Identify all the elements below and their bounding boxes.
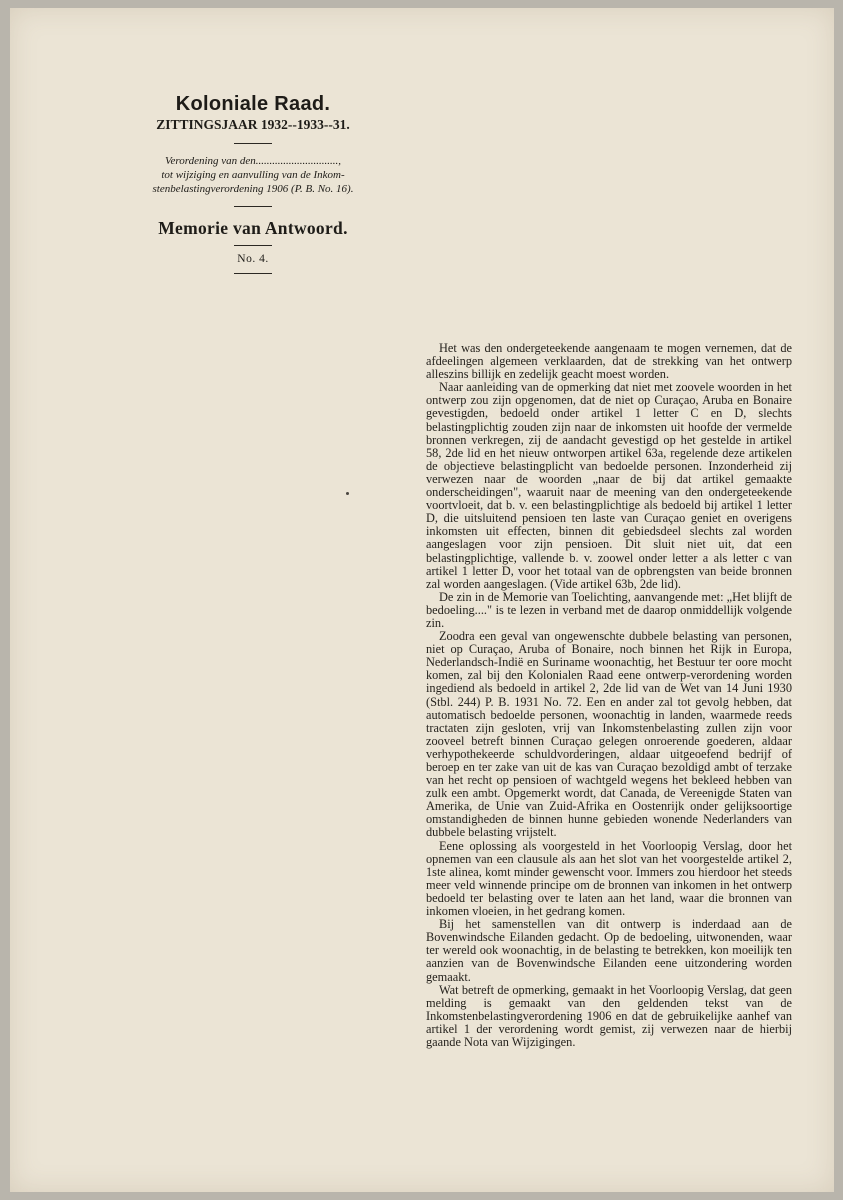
bleed-through-text	[438, 96, 778, 326]
body-paragraph: Zoodra een geval van ongewenschte dubbele belasting van personen, niet op Curaçao, Aruba of Bonaire, noch binnen het Rijk in Europa, Nederlandsch-Indië en Suriname woonachtig, het Bestuur ter oore mocht komen, zal bij den Kolonialen Raad eene ontwerp-verordening worden ingediend als bedoeld in artikel 2, 2de lid van de Wet van 14 Juni 1930 (Stbl. 244) P. B. 1931 No. 72. Een en ander zal tot gevolg hebben, dat automatisch bedoelde personen, woonachtig in landen, waarmede reeds tractaten zijn gesloten, vrij van Inkomstenbelasting zullen zijn voor zooveel betreft binnen Curaçao gelegen onroerende goederen, aldaar verhypothekeerde schuldvorderingen, aldaar uitgeoefend bedrijf of beroep en ter zake van uit de kas van Curaçao bezoldigd ambt of terzake van het recht op pensioen of wachtgeld wegens het bekleed hebben van zulk een ambt. Opgemerkt wordt, dat Canada, de Vereenigde Staten van Amerika, de Unie van Zuid-Afrika en Oostenrijk onder gelijksoortige omstandigheden de binnen hunne gebieden wonende Nederlanders van dubbele belasting vrijstelt.	[426, 629, 792, 840]
body-paragraph: De zin in de Memorie van Toelichting, aanvangende met: „Het blijft de bedoeling...." is te lezen in verband met de daarop onmiddellijk volgende zin.	[426, 589, 792, 630]
divider	[234, 273, 272, 274]
body-paragraph: Eene oplossing als voorgesteld in het Voorloopig Verslag, door het opnemen van een clausule als aan het slot van het voorgestelde artikel 2, 1ste alinea, komt minder gewenscht voor. Immers zou hierdoor het steeds meer veld winnende principe om de bronnen van inkomen in het ontwerp bedoeld ter belasting over te laten aan het land, waar die bronnen van inkomen vloeien, in het gedrang komen.	[426, 838, 792, 919]
divider	[234, 206, 272, 207]
regulation-description	[128, 154, 378, 196]
body-paragraph: Naar aanleiding van de opmerking dat niet met zoovele woorden in het ontwerp zou zijn opgenomen, dat de niet op Curaçao, Aruba en Bonaire gevestigden, bedoeld onder artikel 1 letter C en D, slechts belastingplichtig zouden zijn naar de inkomsten uit hoofde der vermelde bronnen verkregen, zij de aandacht gevestigd op het gestelde in artikel 58, 2de lid en het nieuw ontworpen artikel 63a, regelende deze artikelen de objectieve belastingplicht van bedoelde personen. Inzonderheid zij verwezen naar de woorden „naar de bij dat artikel gemaakte onderscheidingen", waaruit naar de meening van den ondergeteekende voortvloeit, dat b. v. een belastingplichtige als bedoeld bij artikel 1 letter D, die uitsluitend pensioen ten laste van Curaçao geniet en overigens inkomsten uit effecten, binnen dit gebiedsdeel slechts zal worden aangeslagen voor zijn pensioen. Dit sluit niet uit, dat een belastingplichtige, vallende b. v. zoowel onder letter a als letter c van artikel 1 letter D, voor het totaal van de opbrengsten van beide bronnen zal worden aangeslagen. (Vide artikel 63b, 2de lid).	[426, 380, 792, 591]
body-paragraph: Wat betreft de opmerking, gemaakt in het Voorloopig Verslag, dat geen melding is gemaakt van den geldenden tekst van de Inkomstenbelastingverordening 1906 en dat de gebruikelijke aanhef van artikel 1 der verordening wordt gemist, zij verwezen naar de hierbij gaande Nota van Wijzigingen.	[426, 982, 792, 1049]
memorandum-body	[426, 342, 792, 1049]
document-page	[10, 8, 834, 1192]
council-title: Koloniale Raad.	[175, 93, 331, 115]
document-title: Memorie van Antwoord.	[158, 218, 348, 238]
regulation-line: tot wijziging en aanvulling van de Inkom-	[161, 169, 345, 181]
document-header	[128, 92, 378, 274]
divider	[234, 143, 272, 144]
divider	[234, 245, 272, 246]
body-paragraph: Het was den ondergeteekende aangenaam te mogen vernemen, dat de afdeelingen algemeen verklaarden, dat de strekking van het ontwerp alleszins billijk en zedelijk geacht moest worden.	[426, 341, 792, 382]
body-paragraph: Bij het samenstellen van dit ontwerp is inderdaad aan de Bovenwindsche Eilanden gedacht. Op de bedoeling, uitwonenden, waar ter wereld ook woonachtig, in de belasting te betrekken, kon moeilijk ten aanzien van de Bovenwindsche Eilanden eene uitzondering worden gemaakt.	[426, 917, 792, 984]
paper-speck	[346, 492, 349, 495]
session-year: ZITTINGSJAAR 1932--1933--31.	[156, 117, 350, 132]
regulation-line: Verordening van den..............................,	[164, 155, 342, 167]
document-number: No. 4.	[237, 253, 269, 265]
regulation-line: stenbelastingverordening 1906 (P. B. No. 16).	[152, 183, 354, 195]
